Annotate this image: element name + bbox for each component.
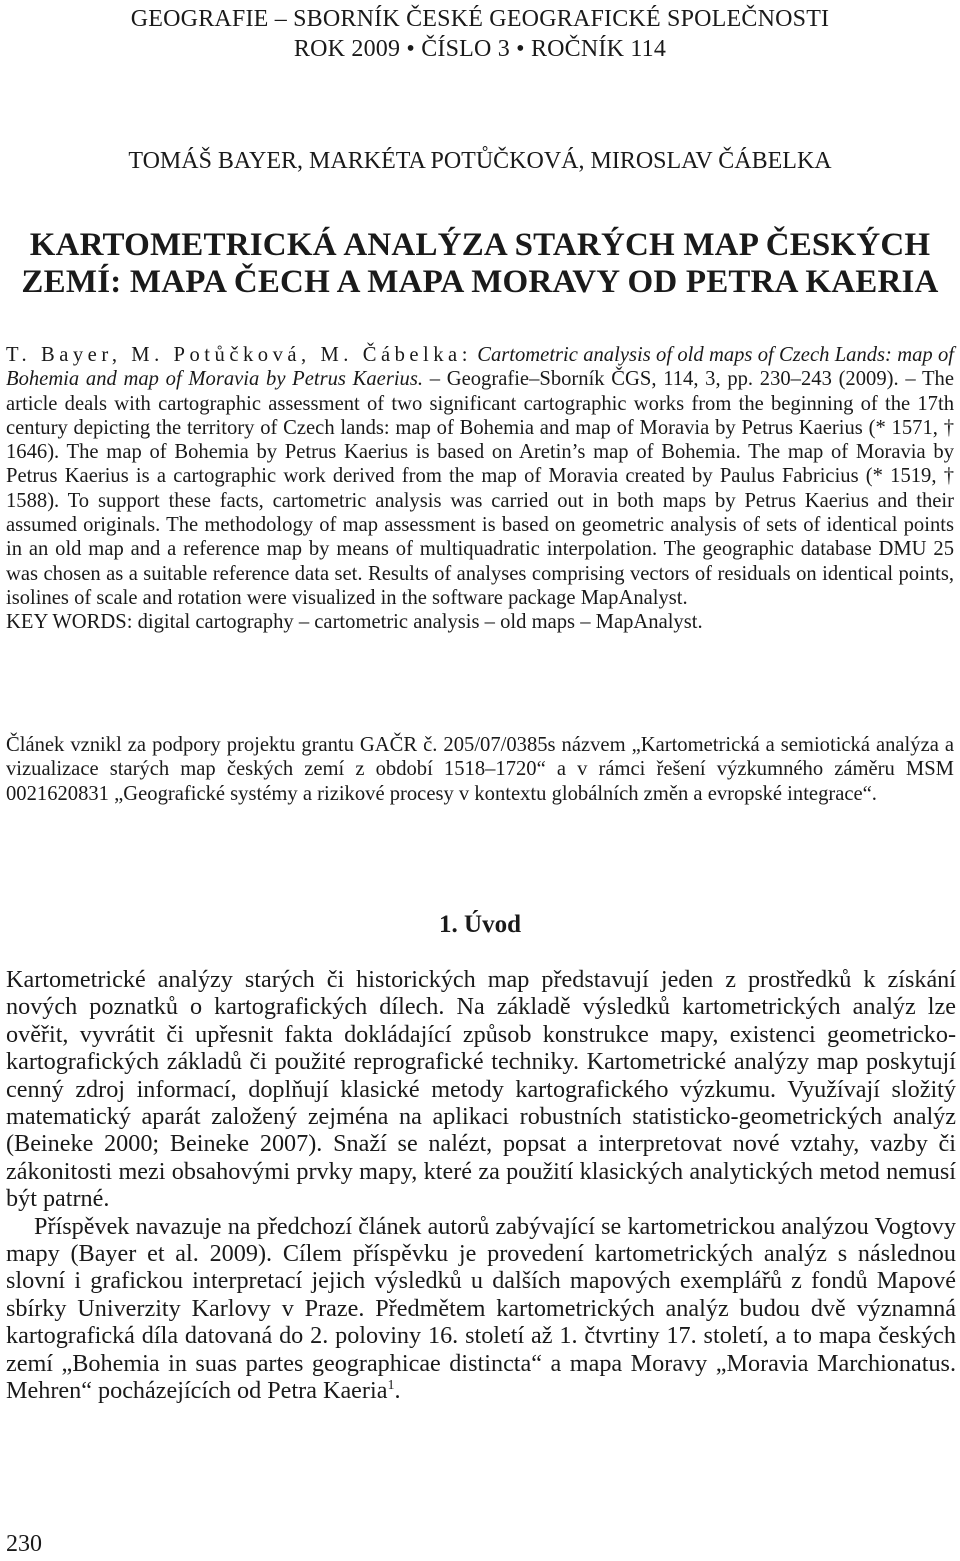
grant-acknowledgement: Článek vznikl za podpory projektu grantu GAČR č. 205/07/0385s názvem „Kartometrická a semiotická analýza a vizualizace starých map českých zemí z období 1518–1720“ a v rámci řešení výzkumného záměru MSM 0021620831 „Geografické systémy a rizikové procesy v kontextu globálních změn a evropské integrace“.: [6, 734, 954, 805]
body-paragraph-1: Kartometrické analýzy starých či historických map představují jeden z prostředků k získání nových poznatků o kartografických dílech. Na základě výsledků kartometrických analýz lze ověřit, vyvrátit či upřesnit fakta dokládající způsob konstrukce mapy, existenci geometricko-kartografických základů či použité reprografické techniky. Kartometrické analýzy map poskytují cenný zdroj informací, doplňují klasické metody kartografického výzkumu. Využívají složitý matematický aparát založený zejména na aplikaci robustních statisticko-geometrických analýz (Beineke 2000; Beineke 2007). Snaží se nalézt, popsat a interpretovat nové vztahy, vazby či zákonitosti mezi obsahovými prvky mapy, které za použití klasických analytických metod nemusí být patrné.: [6, 966, 956, 1213]
article-authors: TOMÁŠ BAYER, MARKÉTA POTŮČKOVÁ, MIROSLAV ČÁBELKA: [128, 148, 832, 174]
abstract-citation: – Geografie–Sborník ČGS, 114, 3, pp. 230–243 (2009).: [423, 368, 899, 391]
page-number: 230: [6, 1531, 42, 1557]
article-title: [0, 227, 960, 301]
journal-header-line1: GEOGRAFIE – SBORNÍK ČESKÉ GEOGRAFICKÉ SPOLEČNOSTI: [130, 6, 830, 32]
body-paragraph-2-text: Příspěvek navazuje na předchozí článek autorů zabývající se kartometrickou analýzou Vogtovy mapy (Bayer et al. 2009). Cílem příspěvku je provedení kartometrických analýz s následnou slovní i grafickou interpretací jejich výsledků u dalších mapových exemplářů z fondů Mapové sbírky Univerzity Karlovy v Praze. Předmětem kartometrických analýz budou dvě významná kartografická díla datovaná do 2. poloviny 16. století až 1. čtvrtiny 17. století, a to mapa českých zemí „Bohemia in suas partes geographicae distincta“ a mapa Moravy „Moravia Marchionatus. Mehren“ pocházejících od Petra Kaeria: [6, 1212, 956, 1405]
keywords: KEY WORDS: digital cartography – cartometric analysis – old maps – MapAnalyst.: [6, 611, 703, 634]
abstract: [6, 343, 954, 635]
abstract-authors: T. Bayer, M. Potůčková, M. Čábelka:: [6, 344, 472, 366]
article-title-line1: KARTOMETRICKÁ ANALÝZA STARÝCH MAP ČESKÝCH: [29, 227, 931, 263]
footnote-mark[interactable]: 1: [387, 1378, 395, 1394]
body-paragraph-2-end: .: [394, 1377, 401, 1405]
body-text: [6, 966, 956, 1405]
body-paragraph-2: [6, 1213, 956, 1405]
journal-header-line2: ROK 2009 • ČÍSLO 3 • ROČNÍK 114: [293, 36, 667, 62]
article-title-line2: ZEMÍ: MAPA ČECH A MAPA MORAVY OD PETRA KAERIA: [21, 264, 939, 300]
abstract-english-title: Cartometric analysis of old maps of Czech Lands: map of Bohemia and map of Moravia by Petrus Kaerius.: [6, 344, 954, 391]
section-heading: 1. Úvod: [439, 911, 521, 938]
abstract-text: – The article deals with cartographic assessment of two significant cartographic works from the beginning of the 17th century depicting the territory of Czech lands: map of Bohemia and map of Moravia by Petrus Kaerius (* 1571, † 1646). The map of Bohemia by Petrus Kaerius is based on Aretin’s map of Bohemia. The map of Moravia by Petrus Kaerius is a cartographic work derived from the map of Moravia created by Paulus Fabricius (* 1519, † 1588). To support these facts, cartometric analysis was carried out in both maps by Petrus Kaerius and their assumed originals. The methodology of map assessment is based on geometric analysis of sets of identical points in an old map and a reference map by means of multiquadratic interpolation. The geographic database DMU 25 was chosen as a suitable reference data set. Results of analyses comprising vectors of residuals on identical points, isolines of scale and rotation were visualized in the software package MapAnalyst.: [6, 368, 954, 609]
